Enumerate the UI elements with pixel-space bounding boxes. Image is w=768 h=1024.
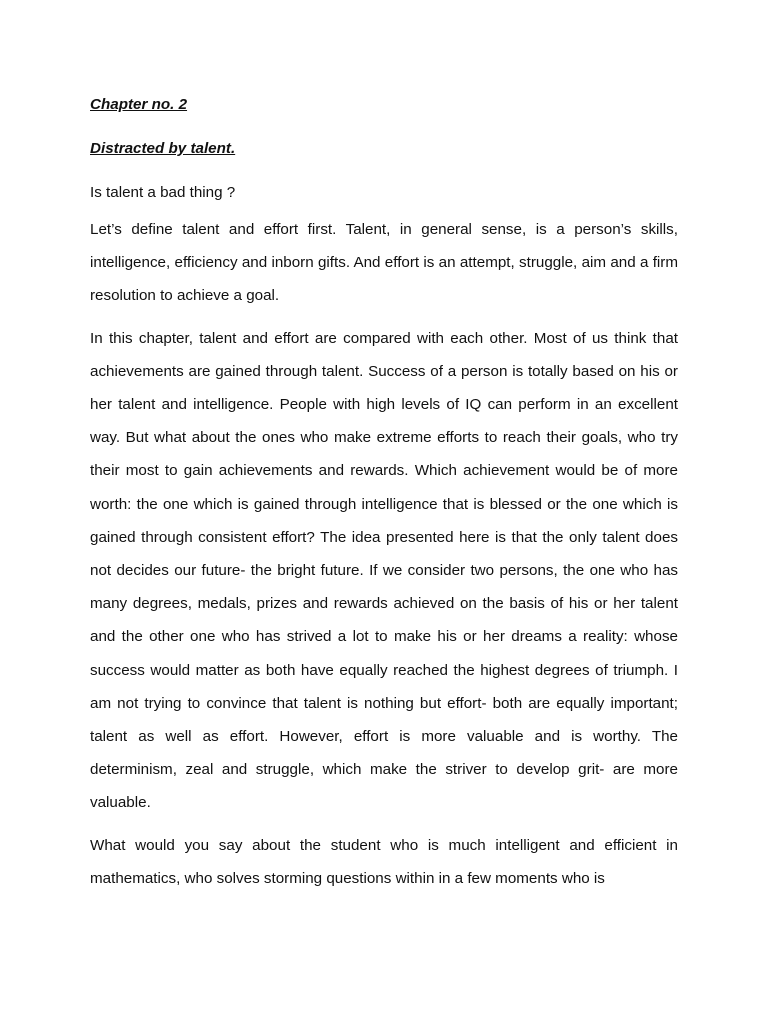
paragraph-student-example: What would you say about the student who is much intelligent and efficient in mathematics, who solves storming questions within in a few moments who is xyxy=(90,836,678,887)
chapter-title: Distracted by talent. xyxy=(90,140,236,157)
chapter-label: Chapter no. 2 xyxy=(90,96,188,113)
paragraph-definition: Let’s define talent and effort first. Talent, in general sense, is a person’s skills, intelligence, efficiency and inborn gifts. And effort is an attempt, struggle, aim and a firm resolution to achieve a goal. xyxy=(90,221,678,305)
paragraph-comparison: In this chapter, talent and effort are compared with each other. Most of us think that achievements are gained through talent. Success of a person is totally based on his or her talent and intelligence. People with high levels of IQ can perform in an excellent way. But what about the ones who make extreme efforts to reach their goals, who try their most to gain achievements and rewards. Which achievement would be of more worth: the one which is gained through intelligence that is blessed or the one which is gained through consistent effort? The idea presented here is that the only talent does not decides our future- the bright future. If we consider two persons, the one who has many degrees, medals, prizes and rewards achieved on the basis of his or her talent and the other one who has strived a lot to make his or her dreams a reality: whose success would matter as both have equally reached the highest degrees of triumph. I am not trying to convince that talent is nothing but effort- both are equally important; talent as well as effort. However, effort is more valuable and is worthy. The determinism, zeal and struggle, which make the striver to develop grit- are more valuable. xyxy=(90,329,678,812)
opening-question: Is talent a bad thing ? xyxy=(90,184,236,201)
document-body xyxy=(90,93,678,895)
